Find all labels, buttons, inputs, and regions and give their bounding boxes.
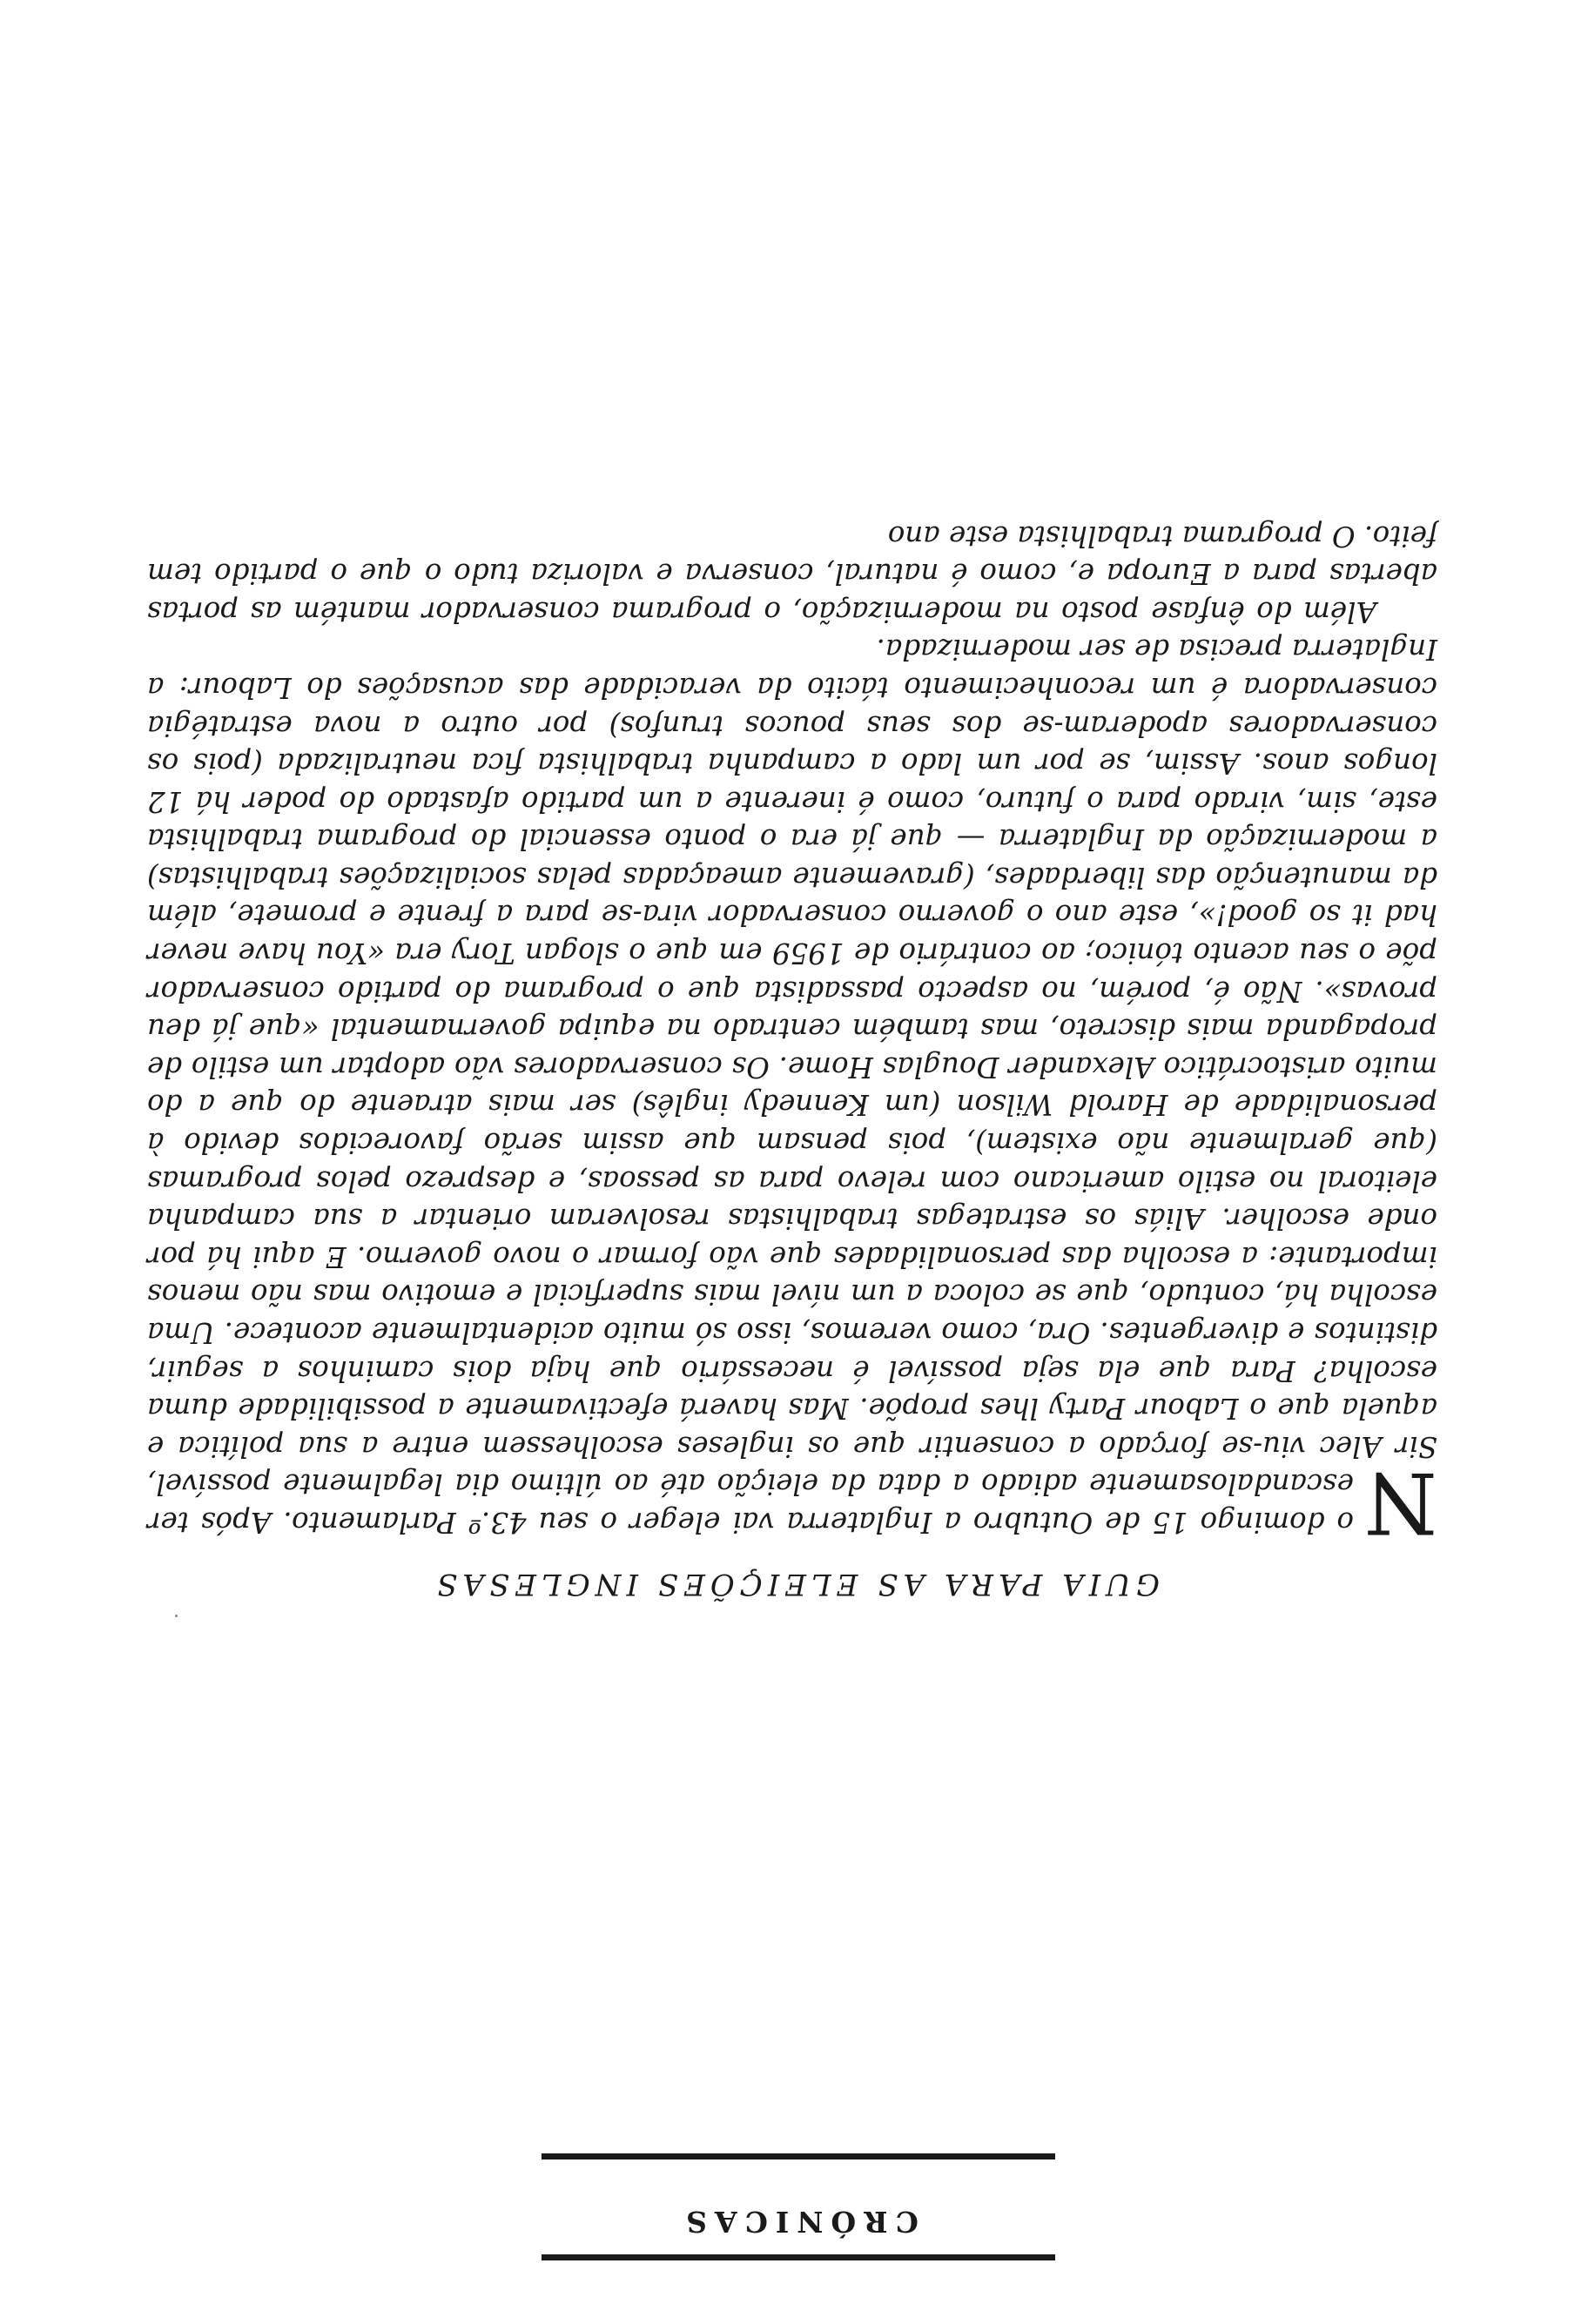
paragraph-2: Além do ênfase posto na modernização, o programa conservador mantém as portas abertas para a Europa e, como é natural, conserva e valoriza tudo o que o partido tem feito. O programa trabalhista este ano bbox=[147, 519, 1437, 628]
header-rule-top bbox=[542, 2254, 1055, 2260]
article-body bbox=[147, 516, 1437, 1551]
article-title: GUIA PARA AS ELEIÇÕES INGLESAS bbox=[432, 1567, 1160, 1602]
drop-cap: N bbox=[1364, 1454, 1437, 1551]
scan-speck bbox=[175, 1615, 178, 1617]
section-title: CRÓNICAS bbox=[678, 2205, 918, 2239]
header-rule-bottom bbox=[542, 2153, 1055, 2159]
paragraph-1-text: o domingo 15 de Outubro a Inglaterra vai eleger o seu 43.º Parlamento. Após ter escandalosamente adiado a data da eleição até ao último dia legalmente possível, Sir Alec viu-se forçado a consentir que os ingleses escolhessem entre a sua política e aquela que o Labour Party lhes propõe. Mas haverá efectivamente a possibilidade duma escolha? Para que ela seja possível é necessário que haja dois caminhos a seguir, distintos e divergentes. Ora, como veremos, isso só muito acidentalmente acontece. Uma escolha há, contudo, que se coloca a um nível mais superficial e emotivo mas não menos importante: a escolha das personalidades que vão formar o novo governo. E aqui há por onde escolher. Aliás os estrategas trabalhistas resolveram orientar a sua campanha eleitoral no estilo americano com relevo para as pessoas, e desprezo pelos programas (que geralmente não existem), pois pensam que assim serão favorecidos devido à personalidade de Harold Wilson (um Kennedy inglês) ser mais atraente do que a do muito aristocrático Alexander Douglas Home. Os conservadores vão adoptar um estilo de propaganda mais discreto, mas também centrado na equipa governamental «que já deu provas». Não é, porém, no aspecto passadista que o programa do partido conservador põe o seu acento tónico; ao contrário de 1959 em que o slogan Tory era «You have never had it so good!», este ano o governo conservador vira-se para a frente e promete, além da manutenção das liberdades, (gravemente ameaçadas pelas socializações trabalhistas) a modernização da Inglaterra — que já era o ponto essencial do programa trabalhista este, sim, virado para o futuro, como é inerente a um partido afastado do poder há 12 longos anos. Assim, se por um lado a campanha trabalhista fica neutralizada (pois os conservadores apoderam-se dos seus poucos trunfos) por outro a nova estratégia conservadora é um reconhecimento tácito da veracidade das acusações do Labour: a Inglaterra precisa de ser modernizada. bbox=[147, 633, 1437, 1539]
paragraph-1 bbox=[147, 630, 1437, 1551]
